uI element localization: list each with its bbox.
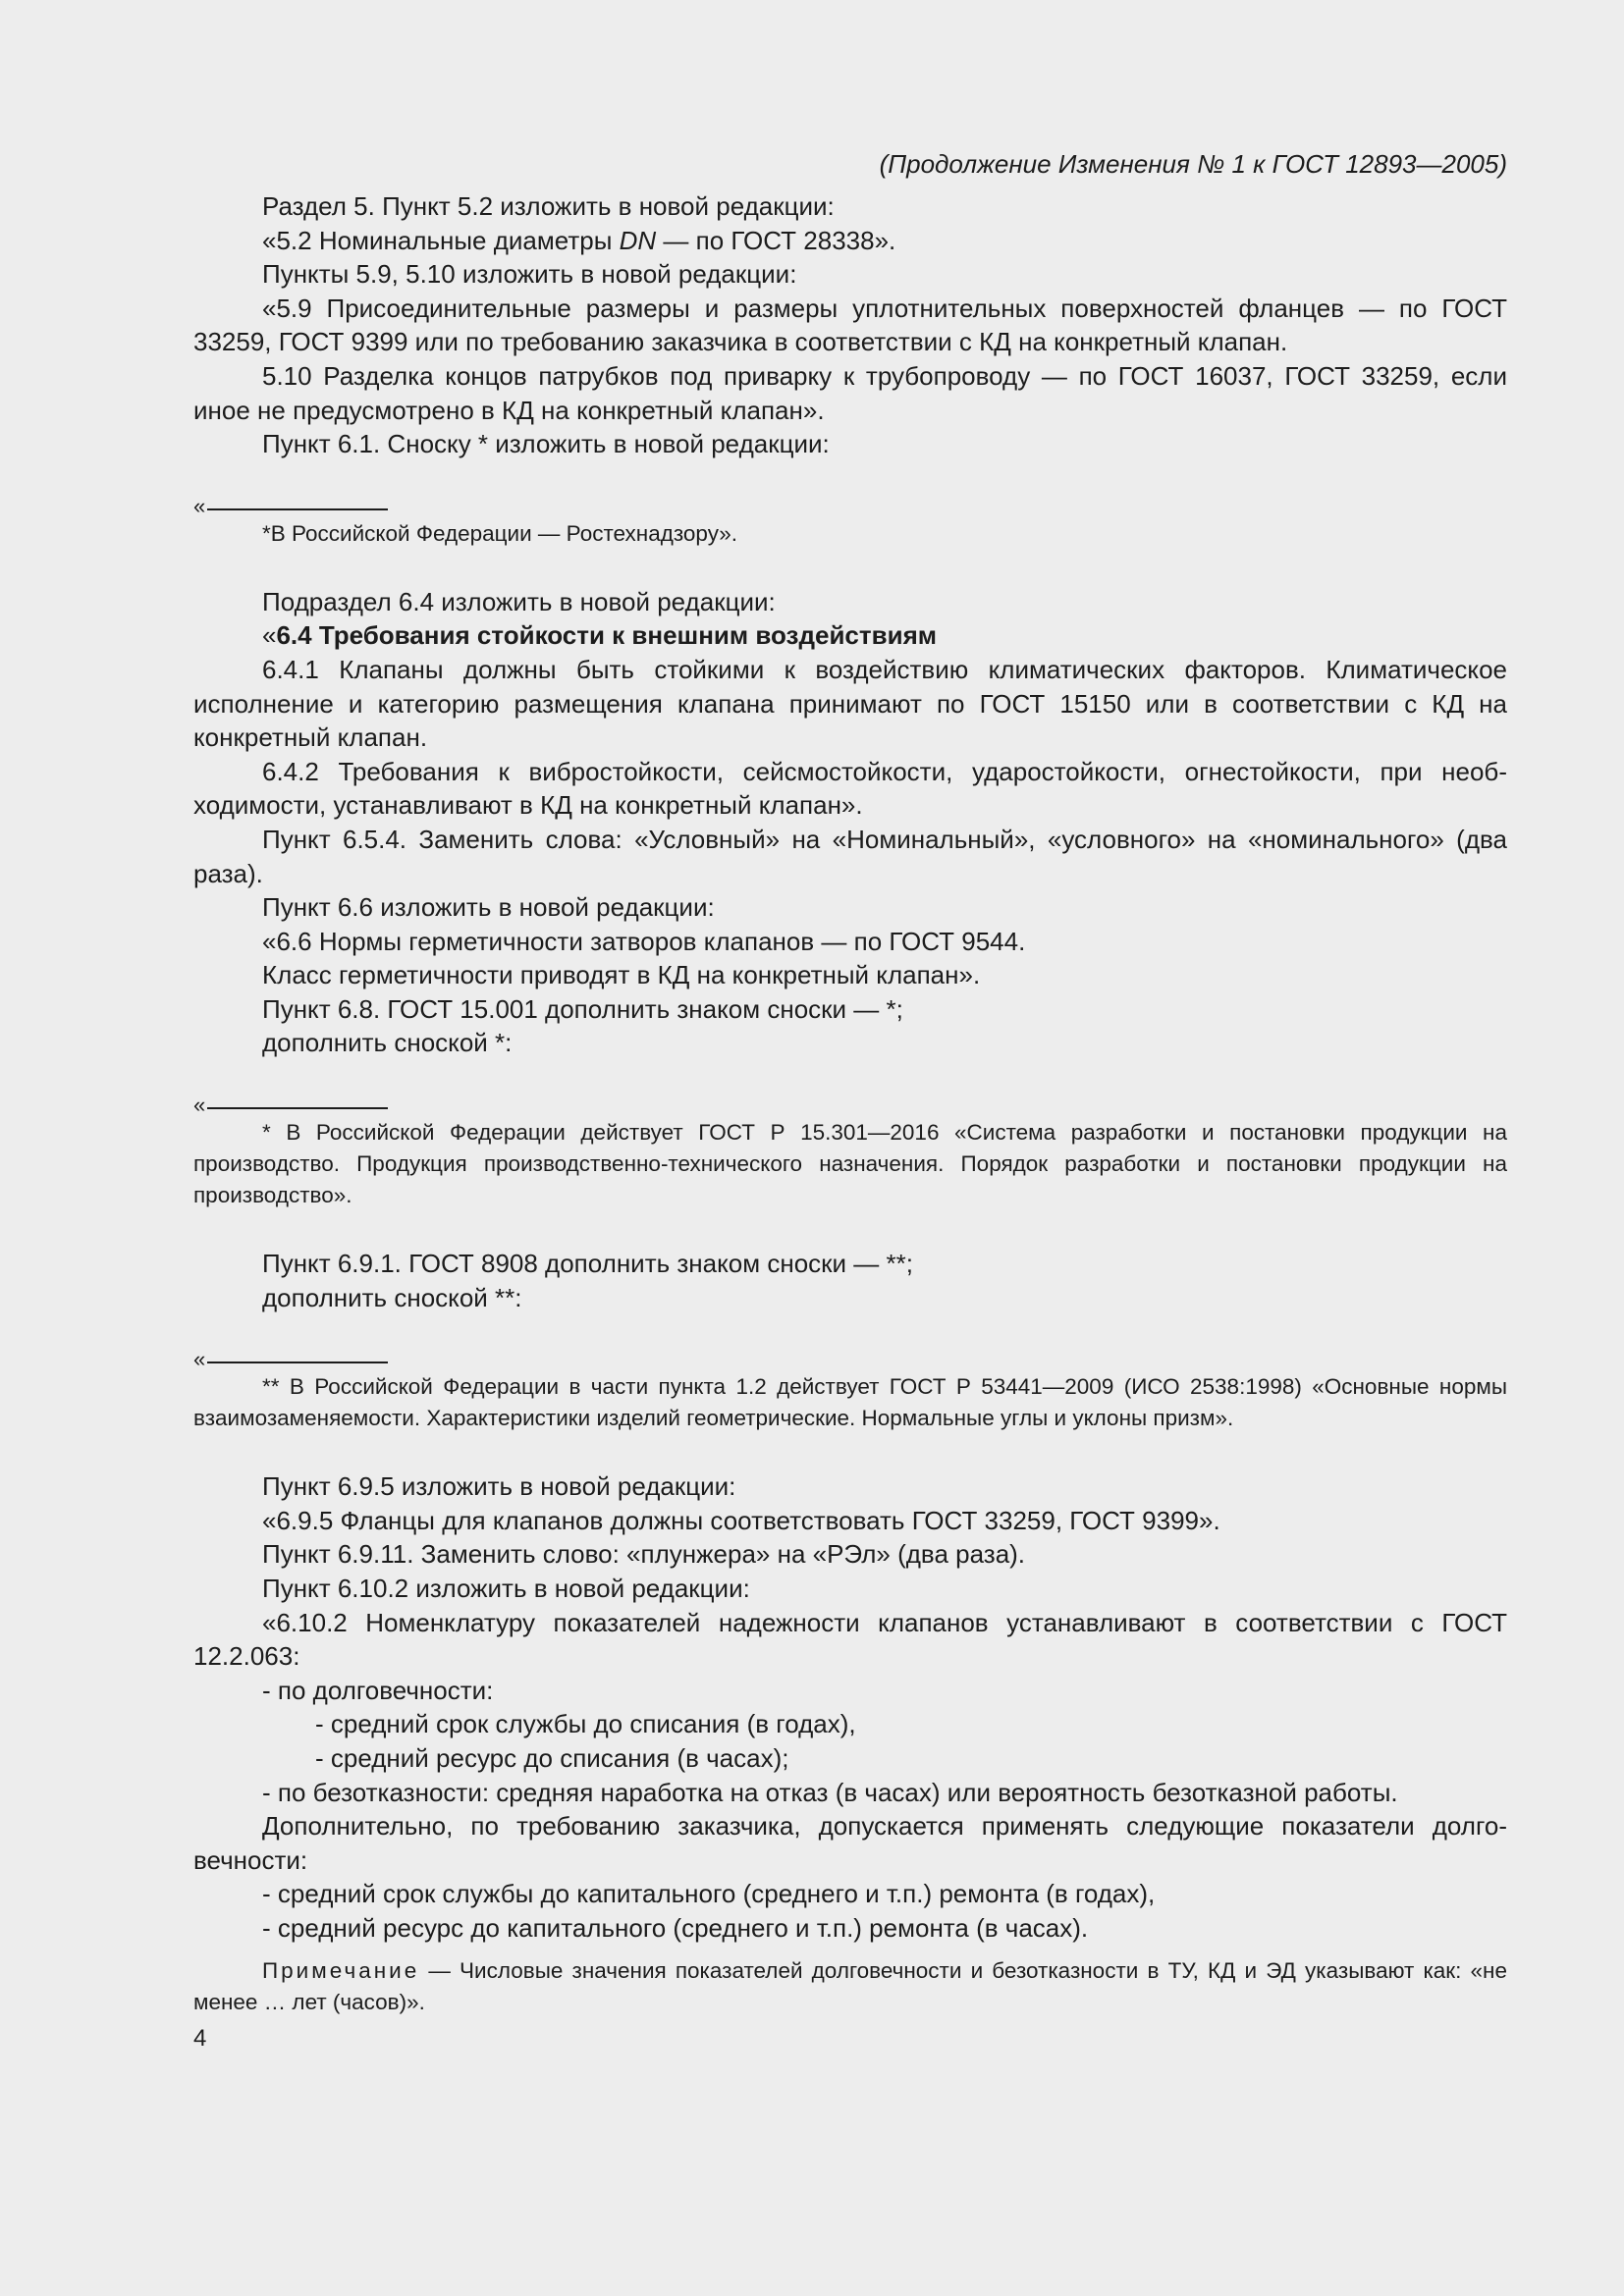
- list-item: - средний срок службы до капитального (среднего и т.п.) ремонта (в годах),: [262, 1879, 1156, 1909]
- paragraph: Пункт 6.9.5 изложить в новой редакции:: [262, 1471, 736, 1502]
- footnote-block: [193, 495, 1507, 550]
- paragraph: Пункт 6.9.1. ГОСТ 8908 дополнить знаком сноски — **;: [262, 1249, 913, 1279]
- footnote-block: [193, 1348, 1507, 1434]
- document-page: [193, 142, 1507, 2056]
- text-span: «5.2 Номинальные диаметры: [262, 225, 620, 255]
- section-title-text: 6.4 Требования стойкости к внешним воздействиям: [276, 620, 937, 651]
- footnote-separator: [193, 1094, 1507, 1117]
- paragraph: Класс герметичности приводят в КД на конкретный клапан».: [262, 960, 981, 990]
- paragraph: Дополнительно, по требованию заказчика, допускается применять следующие показатели долговечности:: [193, 1811, 1507, 1875]
- note-text: — Числовые значения показателей долговечности и безотказности в ТУ, КД и ЭД указывают как: «не менее … лет (часов)».: [193, 1957, 1507, 2014]
- footnote-block: [193, 1094, 1507, 1211]
- page-number: 4: [193, 2024, 207, 2052]
- page-header: (Продолжение Изменения № 1 к ГОСТ 12893—2005): [879, 149, 1507, 179]
- paragraph: «5.9 Присоединительные размеры и размеры уплотнительных поверхностей фланцев — по ГОСТ 33259, ГОСТ 9399 или по требованию заказчика в соответствии с КД на конкретный клапан.: [193, 293, 1507, 357]
- footnote-text: *В Российской Федерации — Ростехнадзору».: [262, 520, 737, 546]
- text-span: — по ГОСТ 28338».: [656, 225, 896, 255]
- footnote-separator: [193, 495, 1507, 518]
- list-item: - средний срок службы до списания (в годах),: [315, 1709, 856, 1739]
- paragraph: 6.4.1 Клапаны должны быть стойкими к воздействию климатических факторов. Климатическое исполнение и категорию размещения клапана принимают по ГОСТ 15150 или в соответствии с КД на конкретный клапан.: [193, 654, 1507, 753]
- paragraph: Пункты 5.9, 5.10 изложить в новой редакции:: [262, 259, 797, 290]
- paragraph: «6.6 Нормы герметичности затворов клапанов — по ГОСТ 9544.: [262, 926, 1026, 956]
- text-span: «: [262, 620, 277, 651]
- section-title: [193, 618, 1507, 653]
- footnote-quote: «: [193, 493, 206, 518]
- footnote-rule: [207, 1362, 388, 1363]
- list-item: - по безотказности: средняя наработка на отказ (в часах) или вероятность безотказной работы.: [262, 1777, 1398, 1807]
- paragraph: «6.10.2 Номенклатуру показателей надежности клапанов устанавливают в соответствии с ГОСТ 12.2.063:: [193, 1607, 1507, 1672]
- paragraph: Пункт 6.9.11. Заменить слово: «плунжера» на «РЭл» (два раза).: [262, 1539, 1026, 1570]
- footnote-quote: «: [193, 1347, 206, 1372]
- footnote-rule: [207, 508, 388, 510]
- paragraph: Пункт 6.5.4. Заменить слова: «Условный» на «Номинальный», «условного» на «номинального» (два раза).: [193, 824, 1507, 888]
- footnote-quote: «: [193, 1093, 206, 1118]
- list-item: - средний ресурс до списания (в часах);: [315, 1743, 789, 1773]
- paragraph: 5.10 Разделка концов патрубков под приварку к трубопроводу — по ГОСТ 16037, ГОСТ 33259, если иное не предусмотрено в КД на конкретный клапан».: [193, 360, 1507, 425]
- paragraph: «6.9.5 Фланцы для клапанов должны соответствовать ГОСТ 33259, ГОСТ 9399».: [262, 1505, 1220, 1535]
- note-label: Примечание: [262, 1957, 420, 1983]
- footnote-text: ** В Российской Федерации в части пункта 1.2 действует ГОСТ Р 53441—2009 (ИСО 2538:1998) «Основные нормы взаимозаменяемости. Характеристики изделий геометрические. Нормальные углы и уклоны призм».: [193, 1374, 1507, 1431]
- paragraph: дополнить сноской **:: [262, 1282, 522, 1312]
- footnote-separator: [193, 1348, 1507, 1371]
- paragraph: дополнить сноской *:: [262, 1028, 513, 1058]
- paragraph: Раздел 5. Пункт 5.2 изложить в новой редакции:: [262, 191, 835, 221]
- paragraph: Подраздел 6.4 изложить в новой редакции:: [262, 586, 776, 616]
- paragraph: [193, 224, 1507, 258]
- list-item: - средний ресурс до капитального (среднего и т.п.) ремонта (в часах).: [262, 1912, 1089, 1943]
- paragraph: Пункт 6.10.2 изложить в новой редакции:: [262, 1574, 750, 1604]
- list-item: - по долговечности:: [262, 1675, 494, 1705]
- paragraph: Пункт 6.8. ГОСТ 15.001 дополнить знаком сноски — *;: [262, 993, 903, 1024]
- paragraph: 6.4.2 Требования к вибростойкости, сейсмостойкости, ударостойкости, огнестойкости, при необходимости, устанавливают в КД на конкретный клапан».: [193, 756, 1507, 821]
- footnote-rule: [207, 1107, 388, 1109]
- paragraph: Пункт 6.1. Сноску * изложить в новой редакции:: [262, 429, 830, 459]
- paragraph: Пункт 6.6 изложить в новой редакции:: [262, 892, 715, 923]
- note: [193, 1955, 1507, 2018]
- footnote-text: * В Российской Федерации действует ГОСТ Р 15.301—2016 «Система разработки и постановки продукции на производство. Продукция производственно-технического назначения. Порядок разработки и постановки продукции на производство».: [193, 1120, 1507, 1208]
- dn-symbol: DN: [619, 225, 657, 255]
